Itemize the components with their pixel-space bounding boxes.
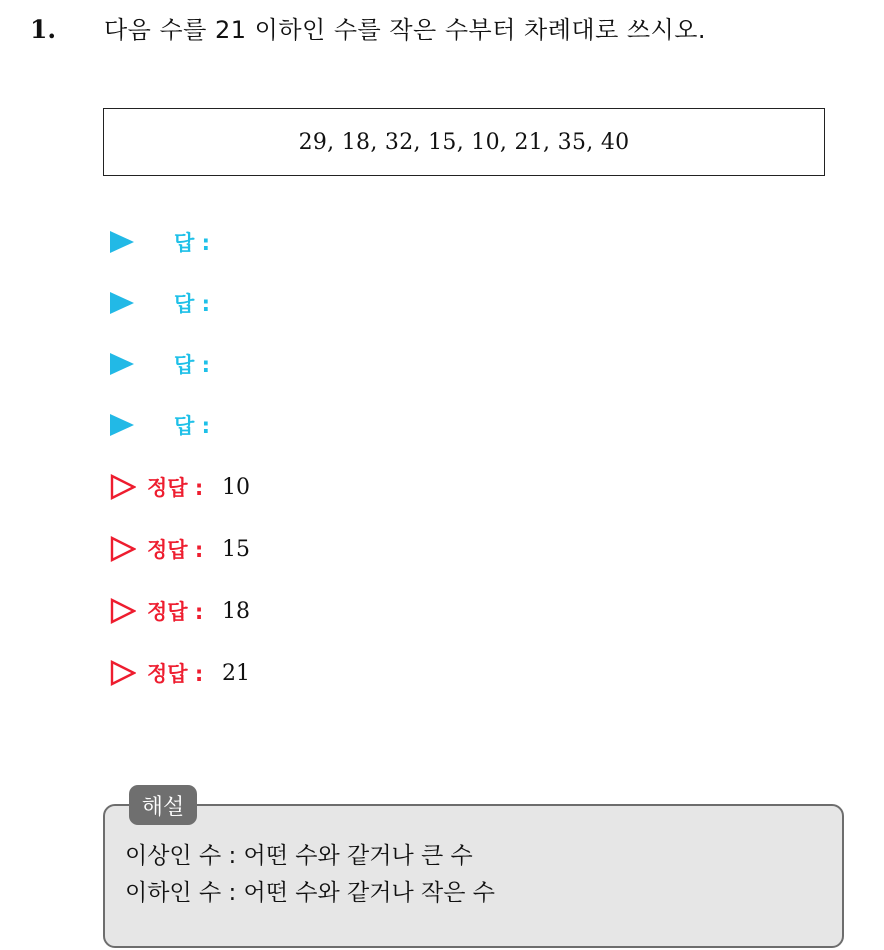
play-triangle-icon [110,231,134,253]
explanation-tab [129,785,197,825]
solution-row-2 [110,532,250,566]
solution-label: 정답 : [147,600,204,624]
solution-value: 18 [222,598,250,624]
solution-label: 정답 : [147,538,204,562]
answer-label: 답 : [174,231,210,255]
solution-row-4 [110,656,250,690]
number-list-text: 29, 18, 32, 15, 10, 21, 35, 40 [298,129,630,155]
answer-blank-2[interactable] [110,286,210,320]
answer-blank-3[interactable] [110,347,210,381]
solution-label: 정답 : [147,662,204,686]
answer-blank-4[interactable] [110,408,210,442]
solution-label: 정답 : [147,476,204,500]
solution-value: 10 [222,474,250,500]
outline-triangle-icon [110,598,136,624]
solution-row-3 [110,594,250,628]
outline-triangle-icon [110,474,136,500]
play-triangle-icon [110,292,134,314]
explanation-box [103,804,844,948]
solution-row-1 [110,470,250,504]
answer-label: 답 : [174,414,210,438]
outline-triangle-icon [110,660,136,686]
question-text: 다음 수를 21 이하인 수를 작은 수부터 차례대로 쓰시오. [104,16,707,44]
answer-label: 답 : [174,292,210,316]
solution-value: 21 [222,660,250,686]
play-triangle-icon [110,414,134,436]
answer-blank-1[interactable] [110,225,210,259]
outline-triangle-icon [110,536,136,562]
answer-label: 답 : [174,353,210,377]
solution-value: 15 [222,536,250,562]
question-number: 1. [30,15,57,44]
number-list-box [103,108,825,176]
play-triangle-icon [110,353,134,375]
explanation-tab-label: 해설 [141,794,185,820]
explanation-line-1: 이상인 수 : 어떤 수와 같거나 큰 수 [125,843,473,869]
explanation-line-2: 이하인 수 : 어떤 수와 같거나 작은 수 [125,880,495,906]
